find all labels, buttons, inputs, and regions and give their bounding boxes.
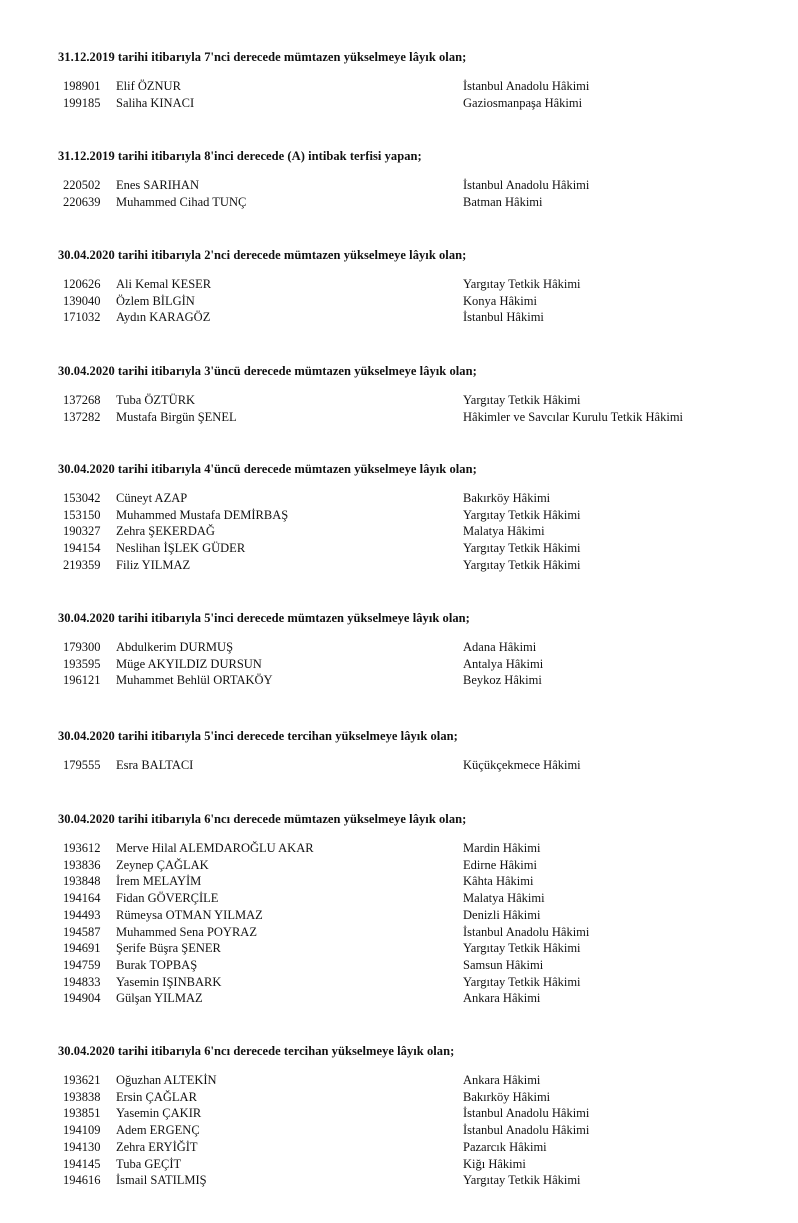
position-title: Batman Hâkimi [463,194,543,209]
list-item [0,310,798,327]
list-item [0,491,798,508]
person-name: Zehra ERYİĞİT [116,1139,198,1154]
person-name: Rümeysa OTMAN YILMAZ [116,907,263,922]
person-name: İrem MELAYİM [116,874,202,889]
person-name: Zehra ŞEKERDAĞ [116,524,215,539]
registry-number: 194493 [63,907,101,922]
position-title: Edirne Hâkimi [463,857,537,872]
section-heading: 30.04.2020 tarihi itibarıyla 2'nci derecede mümtazen yükselmeye lâyık olan; [58,248,467,262]
position-title: İstanbul Anadolu Hâkimi [463,924,590,939]
person-name: Ersin ÇAĞLAR [116,1089,197,1104]
person-name: Saliha KINACI [116,95,195,110]
list-item [0,958,798,975]
person-name: Oğuzhan ALTEKİN [116,1073,217,1087]
section-heading: 30.04.2020 tarihi itibarıyla 5'inci derecede tercihan yükselmeye lâyık olan; [58,729,458,743]
list-item [0,891,798,908]
list-item [0,393,798,410]
registry-number: 194109 [63,1123,101,1138]
list-item [0,925,798,942]
person-name: Enes SARIHAN [116,178,199,192]
list-item [0,277,798,294]
person-name: Merve Hilal ALEMDAROĞLU AKAR [116,841,314,855]
list-item [0,558,798,575]
list-item [0,1157,798,1174]
list-item [0,524,798,541]
person-name: Abdulkerim DURMUŞ [116,640,234,654]
person-name: İsmail SATILMIŞ [116,1173,207,1188]
person-name: Fidan GÖVERÇİLE [116,891,219,906]
person-name: Muhammed Sena POYRAZ [116,924,257,939]
registry-number: 194759 [63,957,101,972]
registry-number: 190327 [63,524,101,539]
registry-number: 194130 [63,1139,101,1154]
person-name: Özlem BİLGİN [116,293,195,308]
registry-number: 193851 [63,1106,101,1121]
section-heading: 30.04.2020 tarihi itibarıyla 3'üncü derecede mümtazen yükselmeye lâyık olan; [58,364,477,378]
section-heading: 31.12.2019 tarihi itibarıyla 7'nci derecede mümtazen yükselmeye lâyık olan; [58,50,467,64]
registry-number: 193621 [63,1073,101,1087]
position-title: Yargıtay Tetkik Hâkimi [463,557,581,572]
position-title: Adana Hâkimi [463,640,537,654]
person-name: Yasemin IŞINBARK [116,974,222,989]
list-item [0,1090,798,1107]
list-item [0,79,798,96]
person-name: Muhammed Cihad TUNÇ [116,194,247,209]
position-title: Samsun Hâkimi [463,957,544,972]
registry-number: 171032 [63,310,101,325]
registry-number: 193848 [63,874,101,889]
position-title: İstanbul Anadolu Hâkimi [463,1123,590,1138]
list-item [0,541,798,558]
person-name: Ali Kemal KESER [116,277,212,291]
position-title: Mardin Hâkimi [463,841,541,855]
registry-number: 137268 [63,393,101,407]
person-name: Muhammet Behlül ORTAKÖY [116,673,273,688]
registry-number: 137282 [63,409,101,424]
position-title: Yargıtay Tetkik Hâkimi [463,277,581,291]
list-item [0,941,798,958]
list-item [0,874,798,891]
person-name: Adem ERGENÇ [116,1123,200,1138]
section-heading: 30.04.2020 tarihi itibarıyla 4'üncü derecede mümtazen yükselmeye lâyık olan; [58,462,477,476]
person-name: Elif ÖZNUR [116,79,181,93]
registry-number: 194145 [63,1156,101,1171]
list-item [0,673,798,690]
list-item [0,858,798,875]
registry-number: 198901 [63,79,101,93]
person-name: Aydın KARAGÖZ [116,310,211,325]
registry-number: 194616 [63,1173,101,1188]
registry-number: 120626 [63,277,101,291]
registry-number: 153150 [63,507,101,522]
person-name: Gülşan YILMAZ [116,991,203,1006]
list-item [0,1173,798,1190]
position-title: Yargıtay Tetkik Hâkimi [463,974,581,989]
registry-number: 179555 [63,758,101,772]
position-title: Bakırköy Hâkimi [463,491,551,505]
registry-number: 199185 [63,95,101,110]
position-title: Yargıtay Tetkik Hâkimi [463,1173,581,1188]
list-item [0,1140,798,1157]
registry-number: 179300 [63,640,101,654]
section-heading: 30.04.2020 tarihi itibarıyla 5'inci derecede mümtazen yükselmeye lâyık olan; [58,611,470,625]
list-item [0,991,798,1008]
position-title: Malatya Hâkimi [463,891,545,906]
position-title: Yargıtay Tetkik Hâkimi [463,541,581,556]
registry-number: 194691 [63,941,101,956]
registry-number: 153042 [63,491,101,505]
section-heading: 31.12.2019 tarihi itibarıyla 8'inci derecede (A) intibak terfisi yapan; [58,149,422,163]
position-title: Kiğı Hâkimi [463,1156,526,1171]
person-name: Şerife Büşra ŞENER [116,941,221,956]
person-name: Filiz YILMAZ [116,557,191,572]
registry-number: 220639 [63,194,101,209]
position-title: Beykoz Hâkimi [463,673,542,688]
person-name: Cüneyt AZAP [116,491,188,505]
registry-number: 194154 [63,541,101,556]
list-item [0,640,798,657]
position-title: İstanbul Anadolu Hâkimi [463,178,590,192]
position-title: Küçükçekmece Hâkimi [463,758,581,772]
list-item [0,178,798,195]
position-title: Malatya Hâkimi [463,524,545,539]
position-title: Konya Hâkimi [463,293,537,308]
position-title: İstanbul Anadolu Hâkimi [463,79,590,93]
registry-number: 193838 [63,1089,101,1104]
position-title: Antalya Hâkimi [463,656,544,671]
position-title: Ankara Hâkimi [463,1073,541,1087]
person-name: Burak TOPBAŞ [116,957,198,972]
position-title: Bakırköy Hâkimi [463,1089,551,1104]
position-title: Denizli Hâkimi [463,907,541,922]
position-title: Yargıtay Tetkik Hâkimi [463,941,581,956]
registry-number: 194587 [63,924,101,939]
person-name: Mustafa Birgün ŞENEL [116,409,237,424]
registry-number: 193836 [63,857,101,872]
registry-number: 194904 [63,991,101,1006]
registry-number: 193612 [63,841,101,855]
position-title: İstanbul Anadolu Hâkimi [463,1106,590,1121]
list-item [0,908,798,925]
list-item [0,841,798,858]
registry-number: 220502 [63,178,101,192]
person-name: Yasemin ÇAKIR [116,1106,202,1121]
person-name: Zeynep ÇAĞLAK [116,857,209,872]
list-item [0,975,798,992]
person-name: Tuba GEÇİT [116,1156,182,1171]
list-item [0,1106,798,1123]
list-item [0,1073,798,1090]
section-heading: 30.04.2020 tarihi itibarıyla 6'ncı derecede mümtazen yükselmeye lâyık olan; [58,812,467,826]
position-title: Kâhta Hâkimi [463,874,534,889]
list-item [0,96,798,113]
registry-number: 196121 [63,673,101,688]
section-heading: 30.04.2020 tarihi itibarıyla 6'ncı derecede tercihan yükselmeye lâyık olan; [58,1044,455,1058]
list-item [0,657,798,674]
position-title: Yargıtay Tetkik Hâkimi [463,393,581,407]
position-title: Gaziosmanpaşa Hâkimi [463,95,583,110]
registry-number: 193595 [63,656,101,671]
registry-number: 219359 [63,557,101,572]
list-item [0,410,798,427]
position-title: Pazarcık Hâkimi [463,1139,547,1154]
registry-number: 139040 [63,293,101,308]
list-item [0,508,798,525]
list-item [0,1123,798,1140]
list-item [0,758,798,775]
person-name: Esra BALTACI [116,758,194,772]
position-title: Yargıtay Tetkik Hâkimi [463,507,581,522]
position-title: Ankara Hâkimi [463,991,541,1006]
person-name: Tuba ÖZTÜRK [116,393,196,407]
person-name: Neslihan İŞLEK GÜDER [116,541,246,556]
list-item [0,294,798,311]
registry-number: 194833 [63,974,101,989]
position-title: İstanbul Hâkimi [463,310,544,325]
list-item [0,195,798,212]
registry-number: 194164 [63,891,101,906]
person-name: Müge AKYILDIZ DURSUN [116,656,262,671]
position-title: Hâkimler ve Savcılar Kurulu Tetkik Hâkimi [463,409,684,424]
person-name: Muhammed Mustafa DEMİRBAŞ [116,507,289,522]
